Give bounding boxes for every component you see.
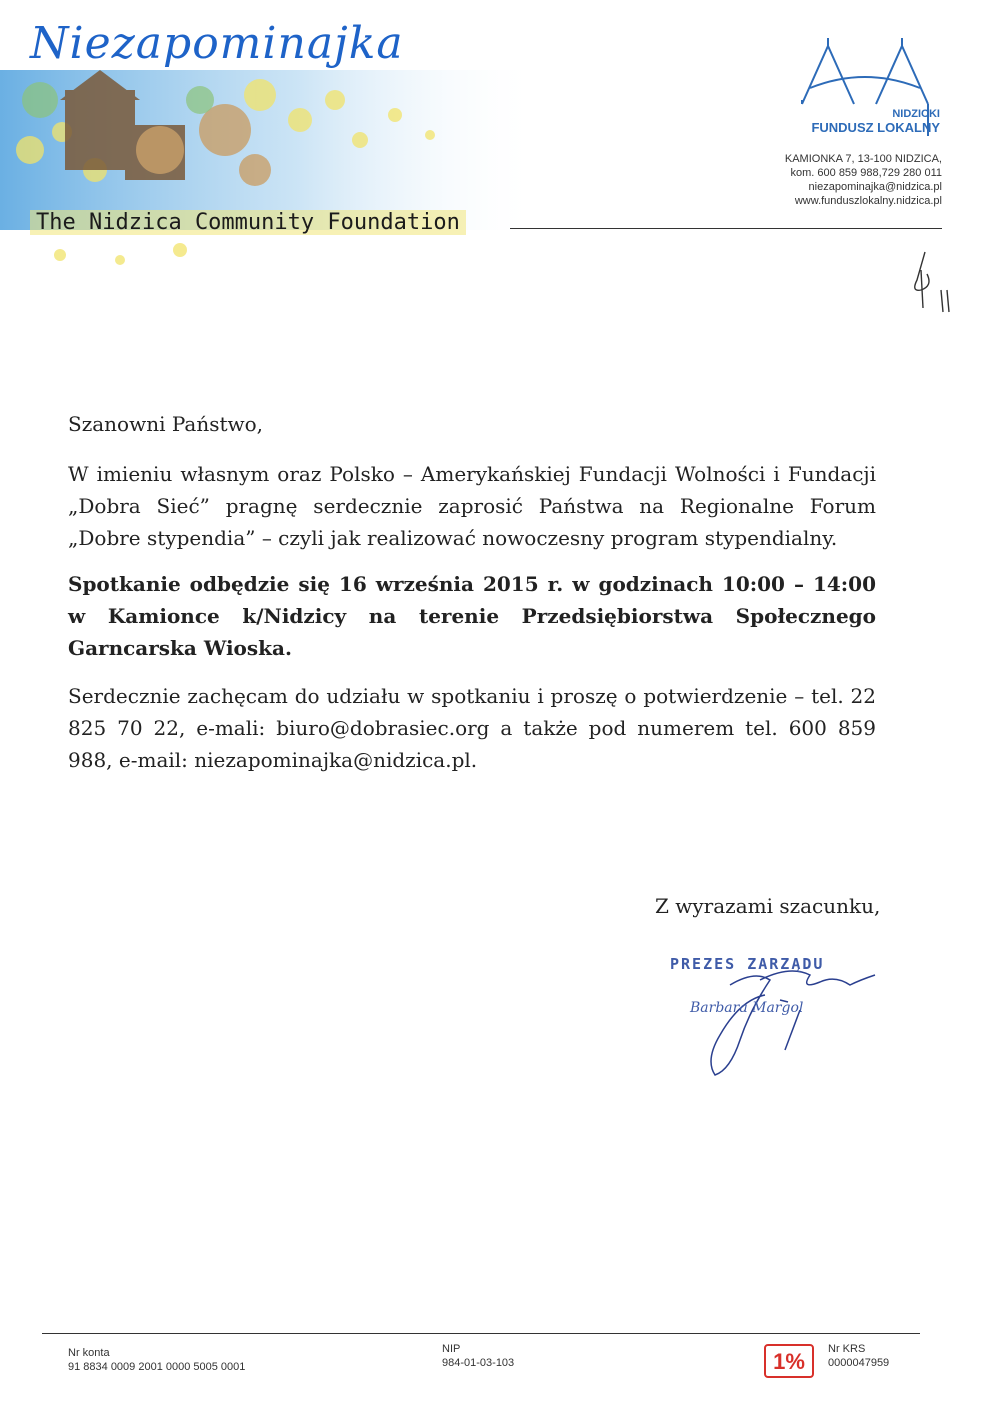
krs-label: Nr KRS [828, 1343, 866, 1355]
handwritten-mark-icon [905, 250, 965, 320]
salutation: Szanowni Państwo, [68, 412, 264, 436]
contact-website: www.funduszlokalny.nidzica.pl [794, 195, 942, 207]
paragraph-invitation: W imieniu własnym oraz Polsko – Amerykańskiej Fundacji Wolności i Fundacji „Dobra Sieć” pragnę serdecznie zaprosić Państwa na Regionalne Forum „Dobre stypendia” – czyli jak realizować nowoczesny program stypendialny. [68, 462, 876, 550]
account-label: Nr konta [68, 1347, 110, 1359]
foundation-name: The Nidzica Community Foundation [30, 210, 466, 235]
contact-email: niezapominajka@nidzica.pl [808, 181, 942, 193]
closing: Z wyrazami szacunku, [655, 894, 881, 918]
stamp-title: PREZES ZARZĄDU [670, 955, 825, 973]
stamp-name: Barbara Margol [690, 1000, 804, 1016]
contact-address: KAMIONKA 7, 13-100 NIDZICA, [784, 153, 942, 165]
brand-title: Niezapominajka [30, 18, 404, 69]
fund-name-line1: NIDZICKI [892, 108, 940, 120]
footer-divider [42, 1333, 920, 1334]
account-value: 91 8834 0009 2001 0000 5005 0001 [68, 1361, 246, 1373]
nip-label: NIP [442, 1343, 461, 1355]
header-divider [510, 228, 942, 229]
nip-value: 984-01-03-103 [442, 1357, 515, 1369]
contact-block [720, 152, 942, 208]
paragraph-meeting-details: Spotkanie odbędzie się 16 września 2015 r. w godzinach 10:00 – 14:00 w Kamionce k/Nidzicy na terenie Przedsiębiorstwa Społecznego Garncarska Wioska. [68, 572, 876, 660]
paragraph-confirmation: Serdecznie zachęcam do udziału w spotkaniu i proszę o potwierdzenie – tel. 22 825 70 22, e-mali: biuro@dobrasiec.org a także pod numerem tel. 600 859 988, e-mail: niezapominajka@nidzica.pl. [68, 684, 876, 772]
krs-value: 0000047959 [828, 1357, 890, 1369]
one-percent-label: 1% [773, 1349, 805, 1374]
one-percent-badge-icon [764, 1344, 814, 1378]
contact-phone: kom. 600 859 988,729 280 011 [790, 167, 942, 179]
fund-name-line2: FUNDUSZ LOKALNY [811, 120, 940, 135]
